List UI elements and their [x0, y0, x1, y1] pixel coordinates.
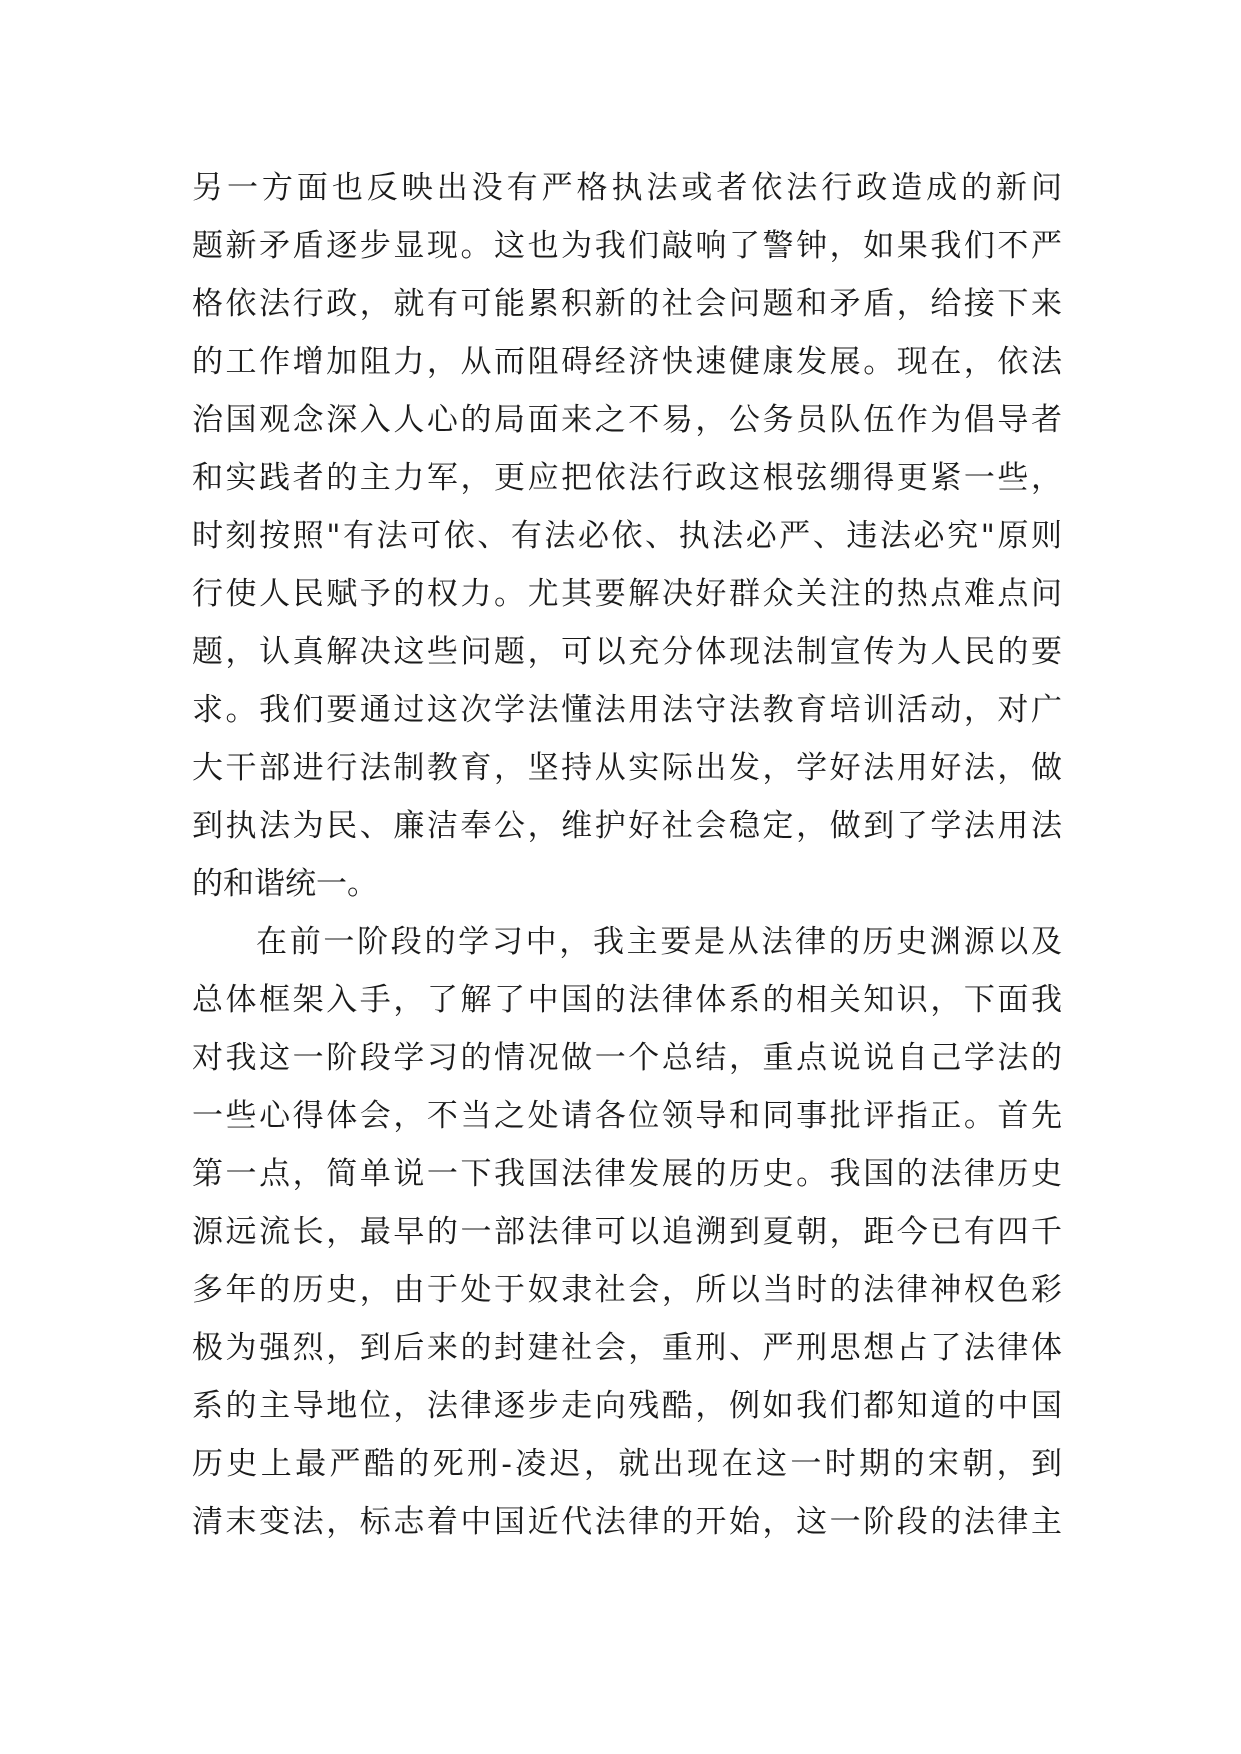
text-line: 大干部进行法制教育，坚持从实际出发，学好法用好法，做 — [192, 750, 1062, 786]
text-line: 题，认真解决这些问题，可以充分体现法制宣传为人民的要 — [192, 634, 1062, 670]
text-line: 求。我们要通过这次学法懂法用法守法教育培训活动，对广 — [192, 692, 1062, 728]
text-line: 题新矛盾逐步显现。这也为我们敲响了警钟，如果我们不严 — [192, 228, 1062, 264]
text-line: 总体框架入手，了解了中国的法律体系的相关知识，下面我 — [192, 982, 1062, 1018]
text-line: 另一方面也反映出没有严格执法或者依法行政造成的新问 — [192, 170, 1062, 206]
text-line: 源远流长，最早的一部法律可以追溯到夏朝，距今已有四千 — [192, 1214, 1062, 1250]
text-line: 历史上最严酷的死刑-凌迟，就出现在这一时期的宋朝，到 — [192, 1446, 1062, 1482]
text-line: 的和谐统一。 — [192, 866, 378, 902]
text-line: 和实践者的主力军，更应把依法行政这根弦绷得更紧一些， — [192, 460, 1062, 496]
text-line: 清末变法，标志着中国近代法律的开始，这一阶段的法律主 — [192, 1504, 1062, 1540]
text-line: 格依法行政，就有可能累积新的社会问题和矛盾，给接下来 — [192, 286, 1062, 322]
text-line: 极为强烈，到后来的封建社会，重刑、严刑思想占了法律体 — [192, 1330, 1062, 1366]
text-line: 的工作增加阻力，从而阻碍经济快速健康发展。现在，依法 — [192, 344, 1062, 380]
text-line: 系的主导地位，法律逐步走向残酷，例如我们都知道的中国 — [192, 1388, 1062, 1424]
body-text — [192, 159, 1062, 1551]
text-line: 行使人民赋予的权力。尤其要解决好群众关注的热点难点问 — [192, 576, 1062, 612]
text-line: 时刻按照"有法可依、有法必依、执法必严、违法必究"原则 — [192, 518, 1062, 554]
text-line: 多年的历史，由于处于奴隶社会，所以当时的法律神权色彩 — [192, 1272, 1062, 1308]
text-line: 治国观念深入人心的局面来之不易，公务员队伍作为倡导者 — [192, 402, 1062, 438]
paragraph-first-line: 在前一阶段的学习中，我主要是从法律的历史渊源以及 — [256, 924, 1062, 960]
text-line: 对我这一阶段学习的情况做一个总结，重点说说自己学法的 — [192, 1040, 1062, 1076]
text-line: 到执法为民、廉洁奉公，维护好社会稳定，做到了学法用法 — [192, 808, 1062, 844]
text-line: 第一点，简单说一下我国法律发展的历史。我国的法律历史 — [192, 1156, 1062, 1192]
text-line: 一些心得体会，不当之处请各位领导和同事批评指正。首先 — [192, 1098, 1062, 1134]
